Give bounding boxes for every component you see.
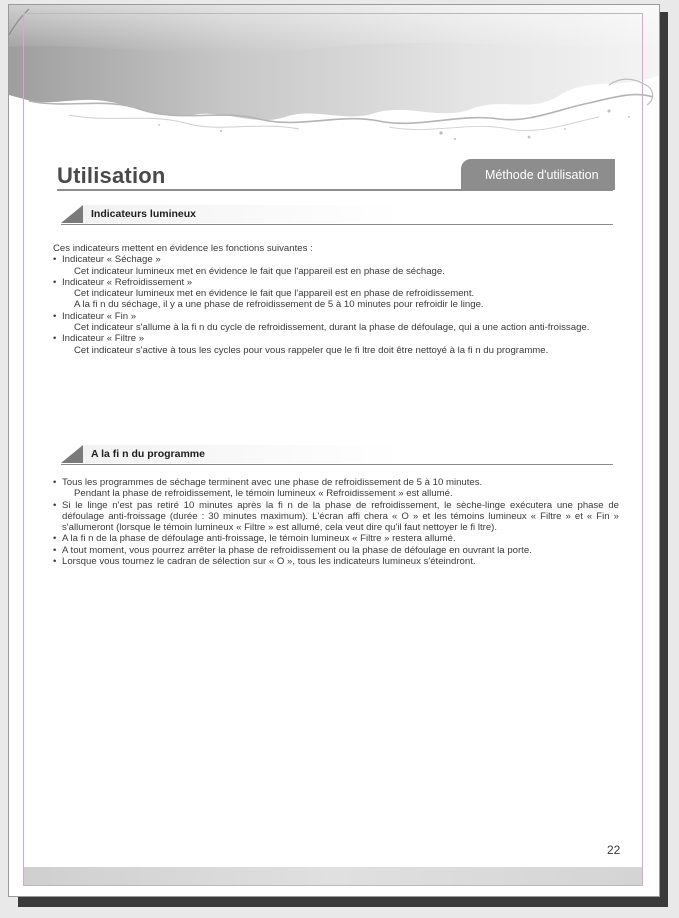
intro-text: Ces indicateurs mettent en évidence les fonctions suivantes : <box>53 243 313 254</box>
list-item: • Si le linge n'est pas retiré 10 minutes après la fi n de la phase de refroidissement, le sèche-linge exécutera une phase de défoulage anti-froissage (durée : 30 minutes maximum). L'écran affi chera « O » et les témoins lumineux « Filtre » et « Fin » s'allumeront (lorsque le témoin lumineux « Filtre » est allumé, cela veut dire qu'il faut nettoyer le fi ltre). <box>53 500 619 534</box>
section-body-indicateurs <box>53 243 619 356</box>
list-item-text: Cet indicateur lumineux met en évidence le fait que l'appareil est en phase de séchage. <box>74 265 445 277</box>
page-number: 22 <box>607 843 621 857</box>
list-item-subtext: Pendant la phase de refroidissement, le témoin lumineux « Refroidissement » est allumé. <box>74 488 453 500</box>
section-tab: Méthode d'utilisation <box>461 159 615 190</box>
section-title: A la fi n du programme <box>91 448 205 460</box>
list-item: • Tous les programmes de séchage terminent avec une phase de refroidissement de 5 à 10 minutes. <box>53 477 619 488</box>
section-marker-icon <box>61 205 83 223</box>
list-item-text: A la fi n du séchage, il y a une phase de refroidissement de 5 à 10 minutes pour refroidir le linge. <box>74 299 484 311</box>
page-title: Utilisation <box>57 163 166 188</box>
list-item-text: Cet indicateur lumineux met en évidence le fait que l'appareil est en phase de refroidissement. <box>74 288 475 300</box>
section-marker-icon <box>61 445 83 463</box>
document-page <box>8 4 660 897</box>
footer-bar <box>23 867 643 886</box>
list-item: • A la fi n de la phase de défoulage anti-froissage, le témoin lumineux « Filtre » restera allumé. <box>53 533 619 544</box>
section-title: Indicateurs lumineux <box>91 208 197 220</box>
title-underline <box>57 189 613 191</box>
list-item-text: Cet indicateur s'active à tous les cycles pour vous rappeler que le fi ltre doit être nettoyé à la fi n du programme. <box>74 344 549 356</box>
list-item-text: Cet indicateur s'allume à la fi n du cycle de refroidissement, durant la phase de défoulage, qui a une action anti-froissage. <box>74 322 590 334</box>
section-body-fin-programme <box>53 477 619 567</box>
list-item-label: • Indicateur « Séchage » <box>53 254 619 265</box>
section-heading-fin-programme <box>61 445 613 465</box>
section-heading-indicateurs <box>61 205 613 225</box>
list-item-label: • Indicateur « Fin » <box>53 311 619 322</box>
water-splash-banner <box>9 5 659 165</box>
list-item-label: • Indicateur « Refroidissement » <box>53 277 619 288</box>
list-item: • A tout moment, vous pourrez arrêter la phase de refroidissement ou la phase de défoulage en ouvrant la porte. <box>53 545 619 556</box>
list-item-label: • Indicateur « Filtre » <box>53 333 619 344</box>
list-item: • Lorsque vous tournez le cadran de sélection sur « O », tous les indicateurs lumineux s'éteindront. <box>53 556 619 567</box>
